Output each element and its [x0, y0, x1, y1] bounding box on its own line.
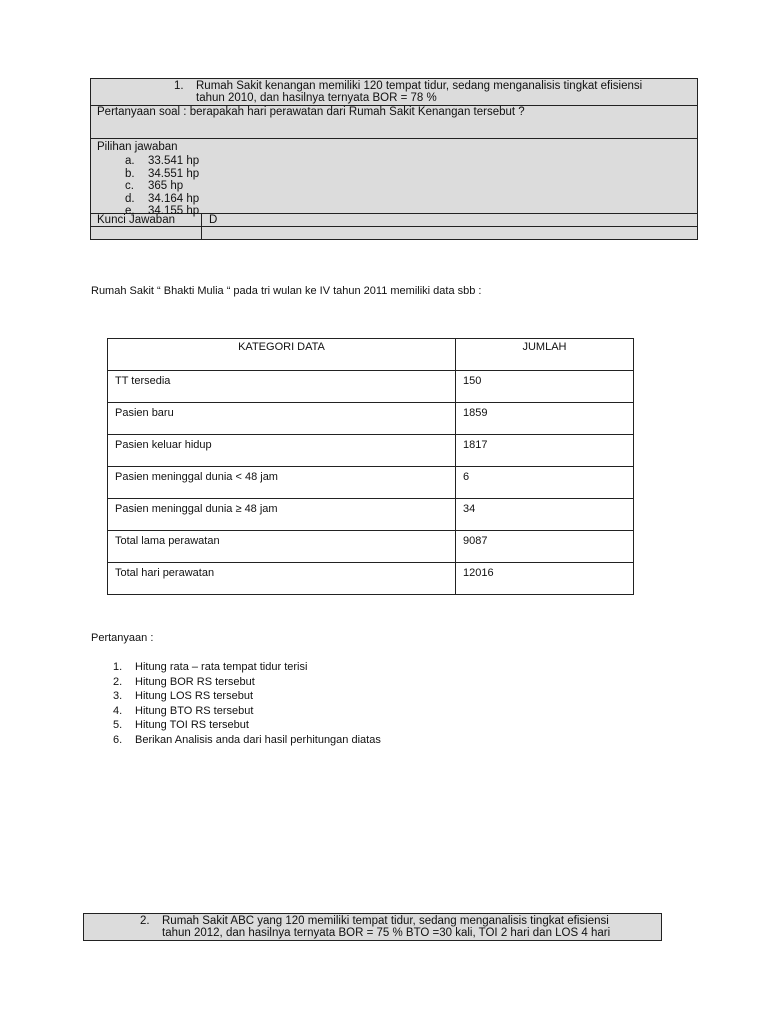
- question-1-number: 1.: [174, 80, 184, 92]
- question-1-choices-row: [91, 139, 697, 217]
- question-1-text-line1: Rumah Sakit kenangan memiliki 120 tempat tidur, sedang menganalisis tingkat efisiensi: [196, 80, 643, 92]
- choice-letter: d.: [125, 192, 135, 205]
- amount-cell: 1859: [456, 403, 634, 435]
- question-number: 4.: [113, 704, 123, 717]
- column-header-category: KATEGORI DATA: [108, 339, 456, 371]
- question-2-text-line1: Rumah Sakit ABC yang 120 memiliki tempat tidur, sedang menganalisis tingkat efisiensi: [162, 915, 609, 927]
- category-cell: Pasien meninggal dunia < 48 jam: [108, 467, 456, 499]
- empty-row: [91, 227, 697, 239]
- amount-cell: 6: [456, 467, 634, 499]
- question-text: Berikan Analisis anda dari hasil perhitungan diatas: [135, 733, 381, 746]
- question-item: [113, 675, 381, 690]
- amount-cell: 34: [456, 499, 634, 531]
- choice-text: 34.164 hp: [148, 192, 200, 205]
- answer-key-row: [91, 214, 697, 227]
- amount-cell: 150: [456, 371, 634, 403]
- column-header-amount: JUMLAH: [456, 339, 634, 371]
- category-cell: Pasien baru: [108, 403, 456, 435]
- category-cell: Pasien keluar hidup: [108, 435, 456, 467]
- question-item: [113, 704, 381, 719]
- category-cell: Total hari perawatan: [108, 563, 456, 595]
- choices-list: [97, 155, 691, 218]
- question-number: 2.: [113, 675, 123, 688]
- table-row: [108, 499, 634, 531]
- table-row: [108, 371, 634, 403]
- choices-label: Pilihan jawaban: [97, 141, 178, 153]
- question-text: Hitung TOI RS tersebut: [135, 719, 249, 732]
- question-number: 5.: [113, 719, 123, 732]
- table-row: [108, 435, 634, 467]
- choice-text: 33.541 hp: [148, 155, 200, 167]
- category-cell: TT tersedia: [108, 371, 456, 403]
- choice-text: 365 hp: [148, 180, 184, 192]
- table-row: [108, 563, 634, 595]
- question-number: 1.: [113, 661, 123, 673]
- choice-letter: a.: [125, 155, 135, 167]
- amount-cell: 1817: [456, 435, 634, 467]
- question-2-box: [83, 913, 662, 941]
- question-number: 6.: [113, 733, 123, 746]
- choice-text: 34.155 hp: [148, 205, 200, 217]
- table-row: [108, 467, 634, 499]
- choice-item: [97, 193, 691, 206]
- question-1-prompt-row: [91, 106, 697, 139]
- question-number: 3.: [113, 690, 123, 703]
- choice-item: [97, 155, 691, 168]
- data-table: [107, 338, 634, 595]
- table-row: [108, 403, 634, 435]
- category-cell: Total lama perawatan: [108, 531, 456, 563]
- choice-item: [97, 168, 691, 181]
- question-text: Hitung BOR RS tersebut: [135, 675, 255, 688]
- question-1-statement: [91, 79, 697, 106]
- choice-letter: b.: [125, 167, 135, 180]
- table-header-row: [108, 339, 634, 371]
- questions-list: [113, 660, 381, 748]
- question-2-number: 2.: [140, 915, 150, 927]
- amount-cell: 9087: [456, 531, 634, 563]
- question-item: [113, 718, 381, 733]
- choice-text: 34.551 hp: [148, 167, 200, 180]
- question-item: [113, 733, 381, 748]
- question-text: Hitung BTO RS tersebut: [135, 704, 254, 717]
- case-intro: Rumah Sakit “ Bhakti Mulia “ pada tri wulan ke IV tahun 2011 memiliki data sbb :: [91, 285, 482, 297]
- question-text: Hitung LOS RS tersebut: [135, 690, 254, 703]
- question-item: [113, 689, 381, 704]
- choice-item: [97, 180, 691, 193]
- table-row: [108, 531, 634, 563]
- choice-letter: c.: [125, 180, 134, 192]
- answer-key-value: D: [209, 214, 218, 226]
- amount-cell: 12016: [456, 563, 634, 595]
- choice-letter: e.: [125, 205, 135, 217]
- question-item: [113, 660, 381, 675]
- column-divider: [201, 214, 202, 239]
- question-text: Hitung rata – rata tempat tidur terisi: [135, 661, 308, 673]
- question-2-text-line2: tahun 2012, dan hasilnya ternyata BOR = 75 % BTO =30 kali, TOI 2 hari dan LOS 4 hari: [162, 927, 611, 939]
- questions-heading: Pertanyaan :: [91, 632, 154, 644]
- category-cell: Pasien meninggal dunia ≥ 48 jam: [108, 499, 456, 531]
- answer-key-label: Kunci Jawaban: [97, 214, 175, 226]
- question-1-box: [90, 78, 698, 240]
- question-1-text-line2: tahun 2010, dan hasilnya ternyata BOR = 78 %: [196, 92, 437, 104]
- question-1-prompt: Pertanyaan soal : berapakah hari perawatan dari Rumah Sakit Kenangan tersebut ?: [97, 106, 525, 118]
